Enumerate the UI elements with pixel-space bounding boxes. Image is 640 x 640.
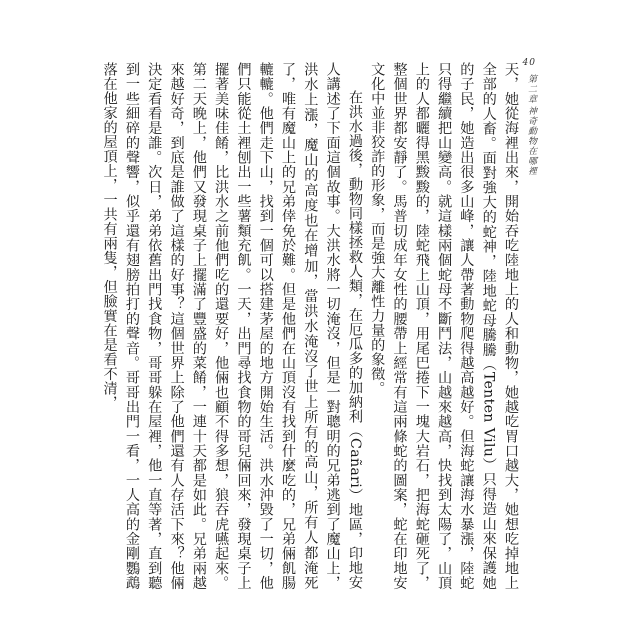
paragraph: 天，她從海裡出來，開始吞吃陸地上的人和動物，她越吃胃口越大，她想吃掉地上全部的人畜。面對強大的蛇神，陸地蛇母騰騰（Tenten Vilu）只得造山來保護她的子民，她造出很多山峰，讓人帶著動物爬得越高越好。但海蛇讓海水暴漲，陸蛇只得繼續把山變高。就這樣兩個蛇母不斷鬥法，山越來越高，快找到太陽了，山頂上的人都曬得黑黢黢的，陸蛇飛上山頂，用尾巴捲下一塊大岩石，把海蛇砸死了，整個世界都安靜了。馬普切成年女性的腰帶上經常有這兩條蛇的圖案，蛇在印地安文化中並非狡詐的形象，而是強大離性力量的象徵。 <box>369 62 519 590</box>
body-text <box>101 62 522 590</box>
running-header <box>523 58 536 176</box>
paragraph: 在洪水過後，動物同樣拯救人類，在厄瓜多的加納利（Cañari）地區，印地安人講述了下面這個故事。大洪水將一切淹沒，但是一對聰明的兄弟逃到了魔山上，洪水上漲，魔山的高度也在增加，當洪水淹沒了世上所有的高山，所有人都淹死了，唯有魔山上的兄弟倖免於難。但是他們在山頂沒有找到什麼吃的，兄弟倆飢腸轆轆。他們走下山，找到一個可以搭建茅屋的地方開始生活。洪水沖毀了一切，他們只能從土裡刨出一些薯類充飢。一天，出門尋找食物的哥兒倆回來，發現桌子上擺著美味佳餚，比洪水之前他們吃的還要好，他倆也顧不得多想，狼吞虎嚥起來。第二天晚上，他們又發現桌子上擺滿了豐盛的菜餚，一連十天都是如此。兄弟兩越來越好奇，到底是誰做了這樣的好事？這個世界上除了他們還有人存活下來？他倆決定看看是誰。次日，弟弟依舊出門找食物，哥哥躲在屋裡，他一直等著，直到聽到一些細碎的聲響，似乎還有翅膀拍打的聲音。哥哥出門一看，一人高的金剛鸚鵡落在他家的屋頂上，一共有兩隻，但臉實在是看不清， <box>101 62 363 590</box>
chapter-label: 第二章 <box>526 74 536 104</box>
chapter-subtitle: 神奇動物在哪裡 <box>526 106 536 176</box>
page-number: 40 <box>522 58 536 68</box>
